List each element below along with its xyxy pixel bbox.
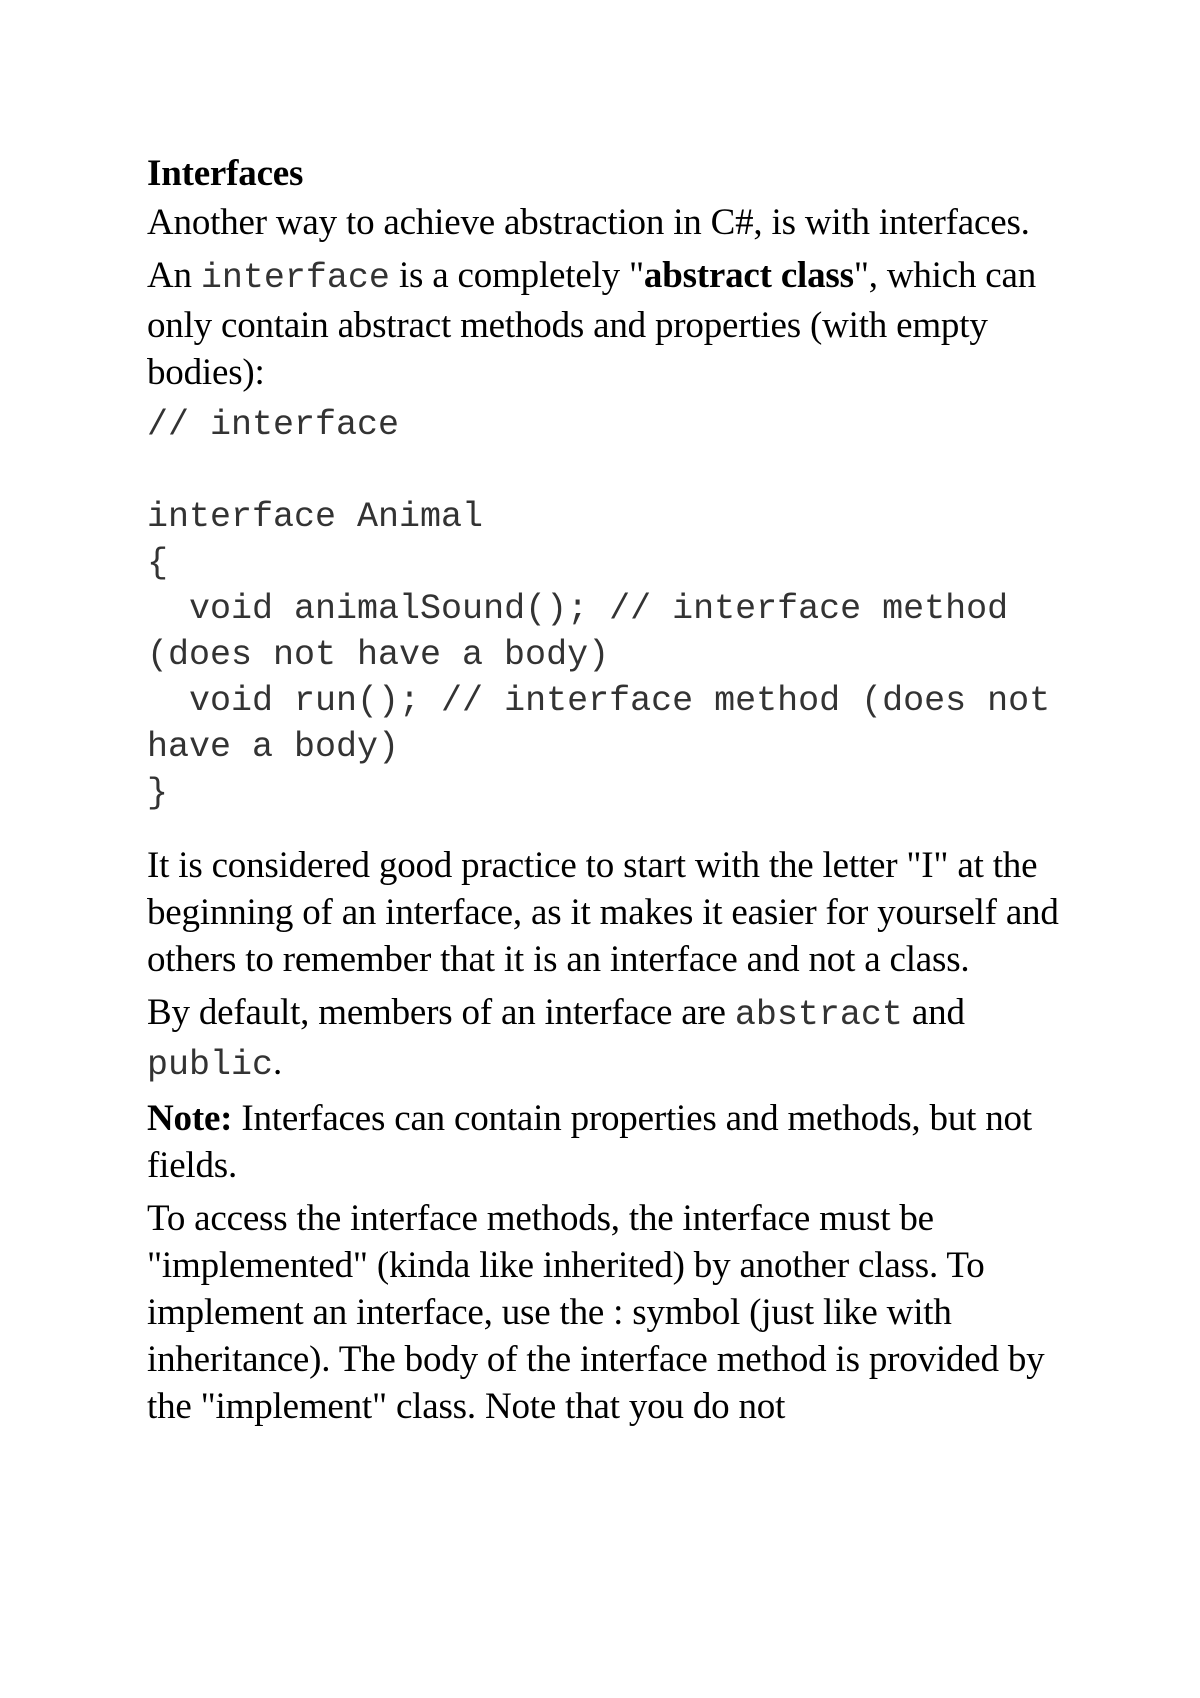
- default-members-paragraph: [147, 989, 1087, 1089]
- implementation-paragraph: To access the interface methods, the interface must be "implemented" (kinda like inherited) by another class. To implement an interface, use the : symbol (just like with inheritance). The body of the interface method is provided by the "implement" class. Note that you do not: [147, 1198, 1045, 1427]
- text-span: ", which can only contain abstract methods and properties (with empty bodies):: [147, 255, 1037, 393]
- code-block: [147, 402, 1087, 816]
- inline-code-public: public: [147, 1045, 274, 1085]
- intro-paragraph: Another way to achieve abstraction in C#, is with interfaces.: [147, 202, 1030, 243]
- code-line: }: [147, 773, 169, 813]
- naming-convention-paragraph: It is considered good practice to start with the letter "I" at the beginning of an interface, as it makes it easier for yourself and others to remember that it is an interface and not a class.: [147, 845, 1059, 980]
- code-line: void run(); // interface method (does not have a body): [147, 681, 1072, 767]
- code-line: // interface: [147, 405, 400, 445]
- page-title: Interfaces: [147, 153, 304, 194]
- code-line: {: [147, 543, 169, 583]
- inline-code-interface: interface: [200, 258, 390, 298]
- interface-definition-paragraph: [147, 252, 1087, 396]
- document-page: [147, 150, 1087, 1436]
- text-span: By default, members of an interface are: [147, 992, 735, 1033]
- note-label: Note:: [147, 1098, 233, 1139]
- inline-code-abstract: abstract: [734, 995, 903, 1035]
- text-span: .: [273, 1042, 283, 1083]
- bold-abstract-class: abstract class: [643, 255, 854, 296]
- text-span: An: [147, 255, 201, 296]
- text-span: Interfaces can contain properties and methods, but not fields.: [147, 1098, 1032, 1186]
- code-line: void animalSound(); // interface method (does not have a body): [147, 589, 1030, 675]
- text-span: is a completely ": [389, 255, 644, 296]
- code-line: interface Animal: [147, 497, 484, 537]
- note-paragraph: [147, 1095, 1087, 1189]
- text-span: and: [902, 992, 965, 1033]
- code-line: [147, 448, 1087, 494]
